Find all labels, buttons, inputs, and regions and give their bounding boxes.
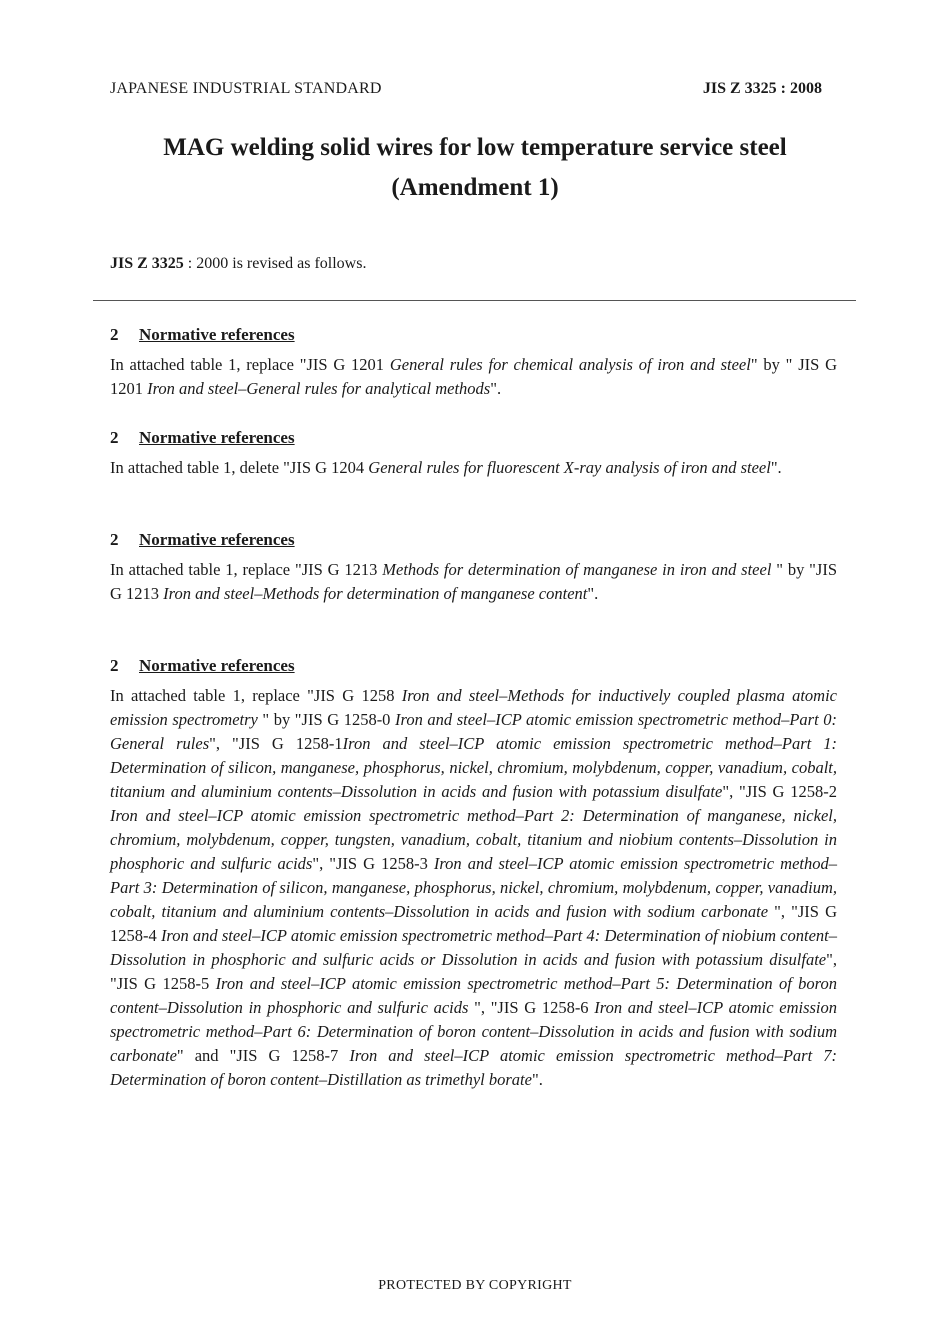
amendment-section [110,426,837,480]
title-line-1: MAG welding solid wires for low temperature service steel [163,134,787,161]
section-number: 2 [110,530,119,549]
title-line-2: (Amendment 1) [391,174,559,201]
amendment-text [110,456,837,480]
amendment-text [110,684,837,1092]
cited-standard-title: Methods for determination of manganese in iron and steel [382,560,772,579]
section-heading [110,654,837,684]
text-run: In attached table 1, replace "JIS G 1258 [110,686,402,705]
text-run: In attached table 1, delete "JIS G 1204 [110,458,369,477]
section-heading [110,323,837,353]
cited-standard-title: Iron and steel–ICP atomic emission spectrometric method–Part 0: General rules [110,710,838,753]
cited-standard-title: Iron and steel–ICP atomic emission spectrometric method–Part 6: Determination of boron content–Dissolution in acids and fusion with sodium carbonate [110,998,838,1065]
document-type-header: JAPANESE INDUSTRIAL STANDARD [110,80,382,97]
revised-standard-code: JIS Z 3325 [110,255,184,272]
revision-statement [110,255,366,273]
text-run: In attached table 1, replace "JIS G 1213 [110,560,383,579]
header-divider [93,300,856,301]
text-run: " by "JIS G 1213 [110,560,837,603]
amendment-section [110,654,837,1092]
amendment-text [110,353,837,401]
cited-standard-title: Iron and steel–General rules for analytical methods [147,379,491,398]
cited-standard-title: Iron and steel–ICP atomic emission spectrometric method–Part 1: Determination of silicon, manganese, phosphorus, nickel, chromium, molybdenum, copper, vanadium, cobalt, titanium and aluminium contents–Dissolution in acids and fusion with potassium disulfate [110,734,837,801]
text-run: " by " JIS G 1201 [110,355,838,398]
amendment-section [110,528,837,606]
text-run: In attached table 1, replace "JIS G 1201 [110,355,390,374]
revision-statement-text: : 2000 is revised as follows. [183,255,367,272]
cited-standard-title: Iron and steel–ICP atomic emission spectrometric method–Part 7: Determination of boron content–Distillation as trimethyl borate [110,1046,837,1089]
text-run: ", "JIS G 1258-1 [209,734,343,753]
section-title: Normative references [139,530,295,549]
cited-standard-title: General rules for fluorescent X-ray analysis of iron and steel [368,458,771,477]
amendment-section [110,323,837,401]
text-run: ". [531,1070,543,1089]
cited-standard-title: Iron and steel–ICP atomic emission spectrometric method–Part 2: Determination of manganese, nickel, chromium, molybdenum, copper, tungsten, vanadium, cobalt, titanium and niobium contents–Dissolution in phosphoric and sulfuric acids [110,806,837,873]
section-number: 2 [110,656,119,675]
text-run: ". [490,379,502,398]
text-run: ". [770,458,782,477]
section-heading [110,528,837,558]
text-run: ", "JIS G 1258-4 [110,902,837,945]
section-title: Normative references [139,656,295,675]
section-number: 2 [110,325,119,344]
cited-standard-title: Iron and steel–ICP atomic emission spectrometric method–Part 4: Determination of niobium content–Dissolution in phosphoric and sulfuric acids or Dissolution in acids and fusion with potassium disulfate [110,926,837,969]
copyright-footer: PROTECTED BY COPYRIGHT [378,1278,572,1293]
text-run: ", "JIS G 1258-6 [468,998,595,1017]
section-heading [110,426,837,456]
text-run: " by "JIS G 1258-0 [257,710,396,729]
cited-standard-title: General rules for chemical analysis of iron and steel [389,355,751,374]
amendment-text [110,558,837,606]
standard-number-header: JIS Z 3325 : 2008 [702,80,822,97]
cited-standard-title: Iron and steel–ICP atomic emission spectrometric method–Part 5: Determination of boron content–Dissolution in phosphoric and sulfuric acids [110,974,837,1017]
text-run: ", "JIS G 1258-2 [722,782,837,801]
section-number: 2 [110,428,119,447]
section-title: Normative references [139,325,295,344]
text-run: ". [587,584,599,603]
document-title [0,128,950,208]
text-run: ", "JIS G 1258-5 [110,950,837,993]
text-run: ", "JIS G 1258-3 [312,854,434,873]
cited-standard-title: Iron and steel–ICP atomic emission spectrometric method–Part 3: Determination of silicon, manganese, phosphorus, nickel, chromium, molybdenum, copper, vanadium, cobalt, titanium and aluminium contents–Dissolution in acids and fusion with sodium carbonate [110,854,837,921]
cited-standard-title: Iron and steel–Methods for determination of manganese content [163,584,588,603]
section-title: Normative references [139,428,295,447]
text-run: " and "JIS G 1258-7 [176,1046,350,1065]
cited-standard-title: Iron and steel–Methods for inductively coupled plasma atomic emission spectrometry [110,686,838,729]
